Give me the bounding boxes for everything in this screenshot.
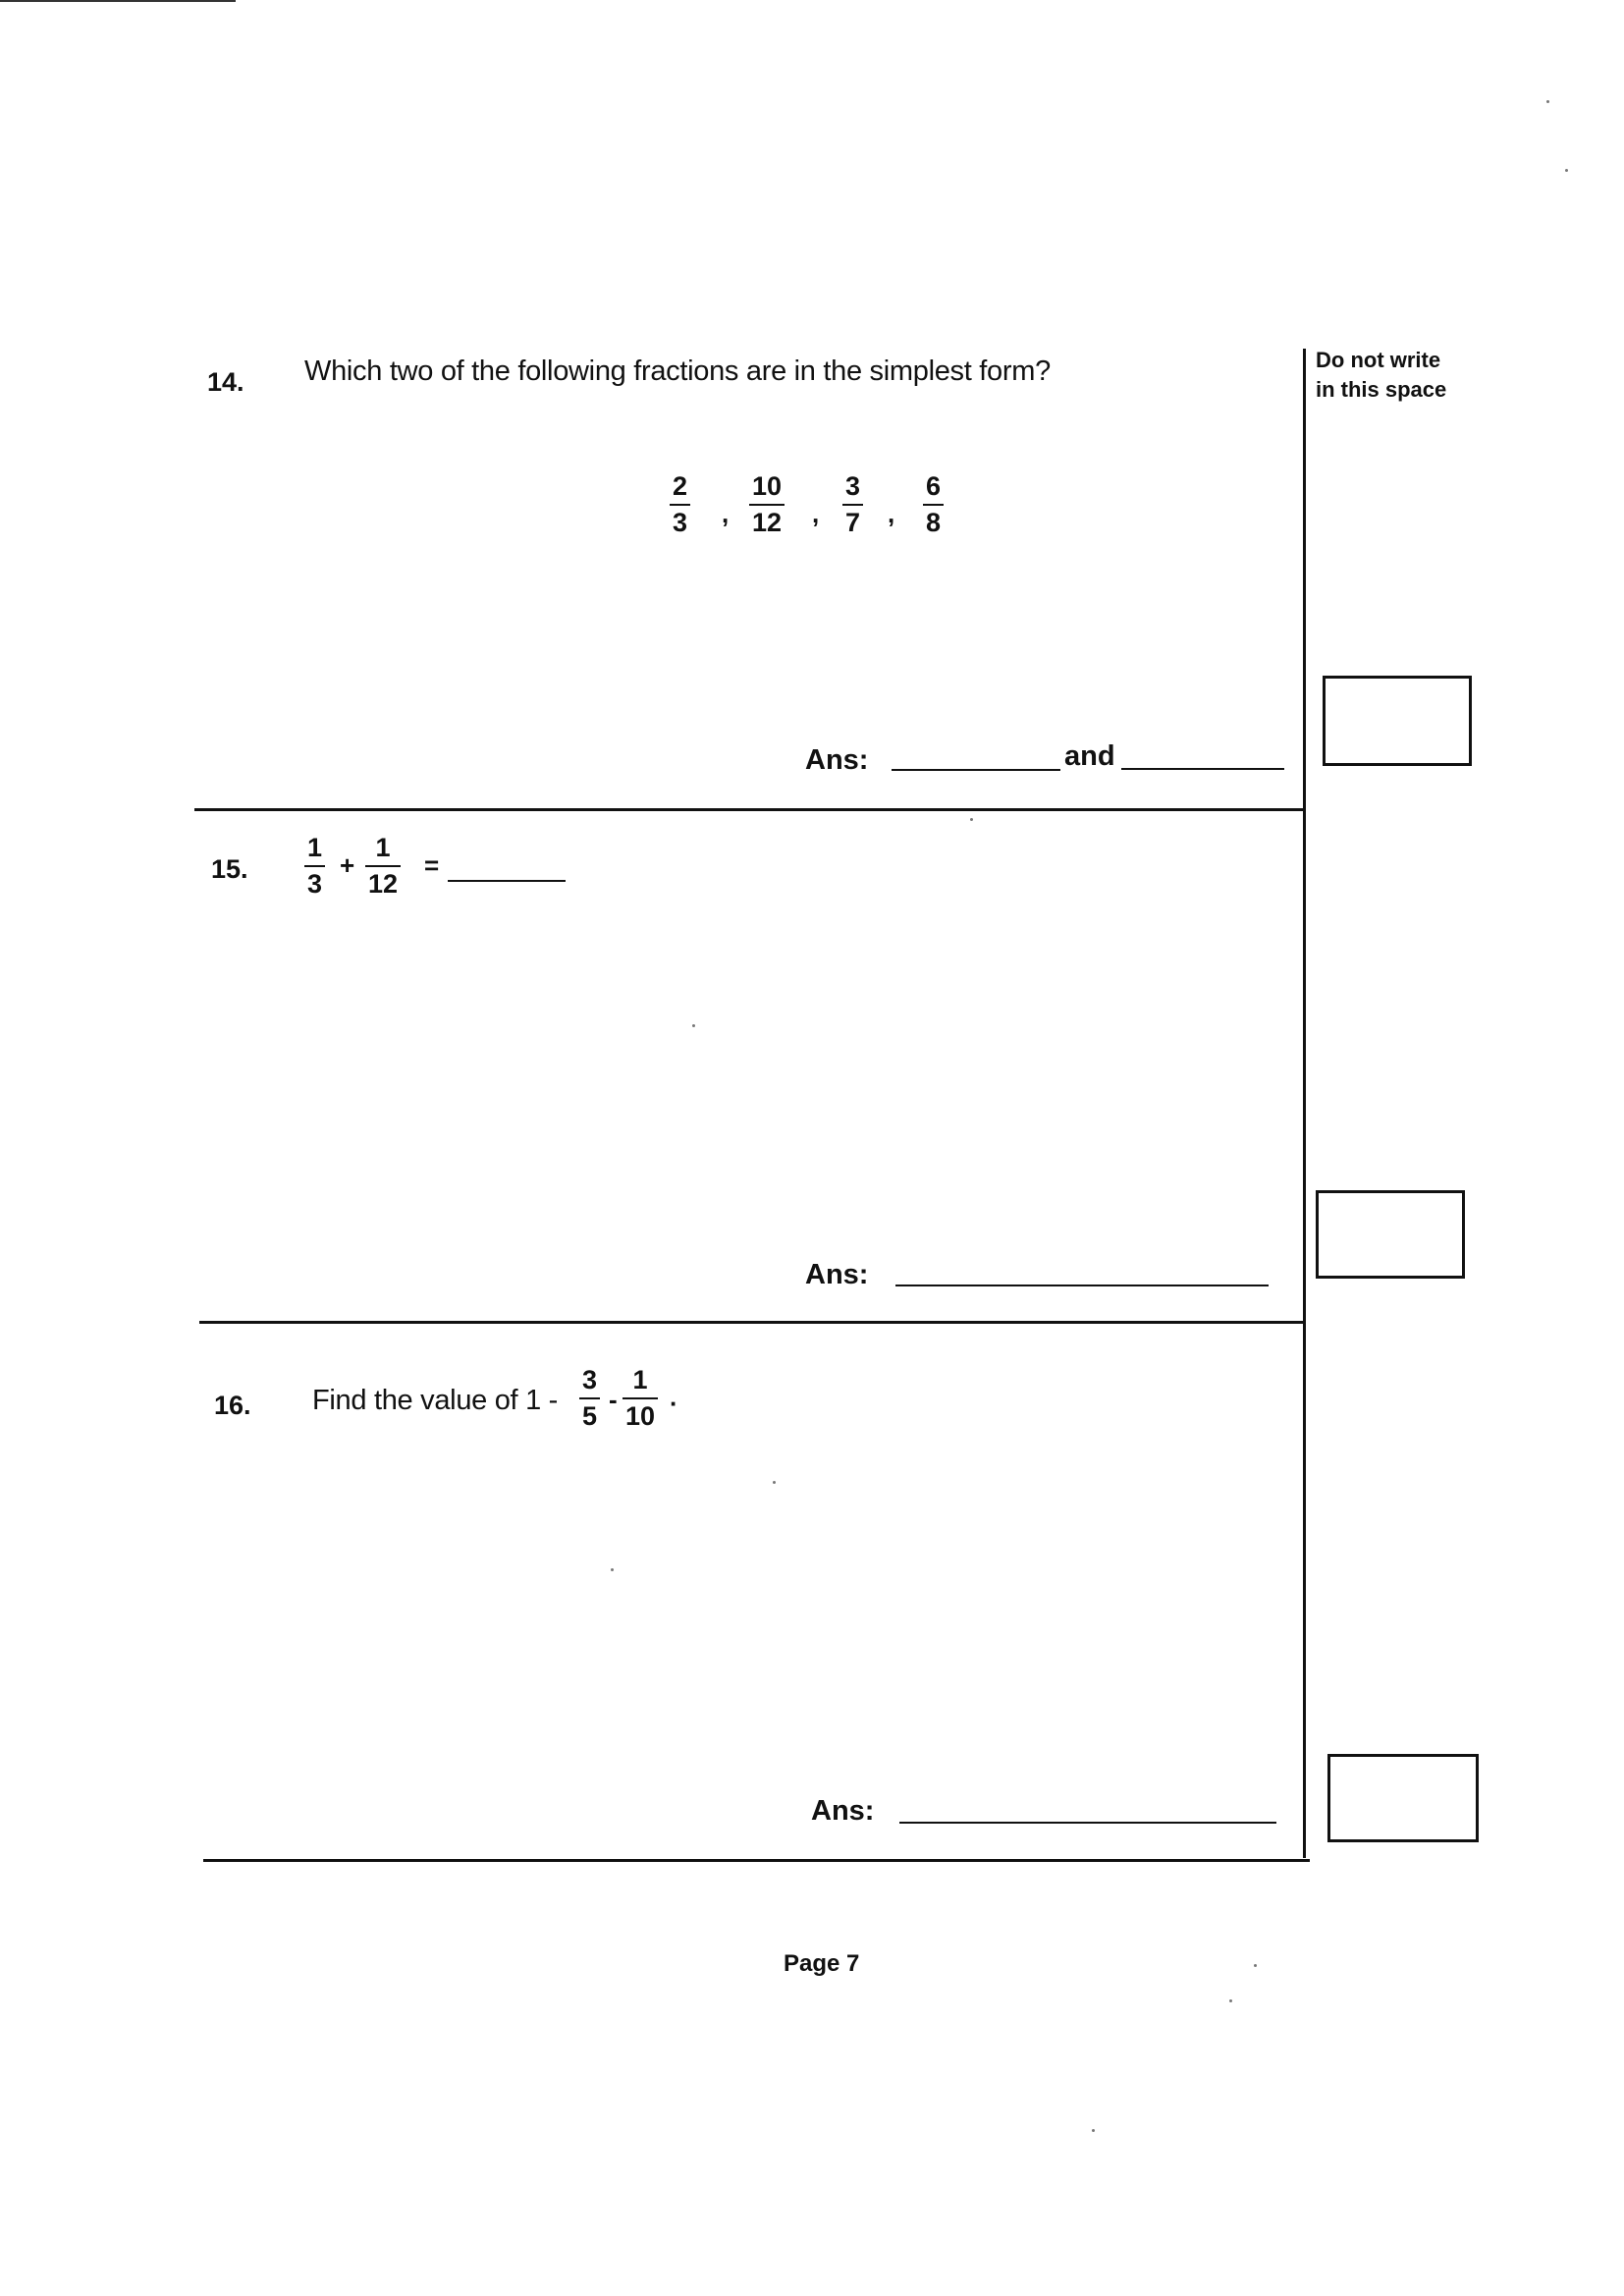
fraction-2-3 — [670, 473, 690, 536]
scan-speck — [1565, 169, 1568, 172]
fraction-denominator: 12 — [368, 869, 399, 899]
scan-speck — [970, 818, 973, 821]
question-15-inline-blank[interactable] — [448, 880, 566, 882]
question-14-answer-blank-1[interactable] — [892, 769, 1060, 771]
scan-speck — [611, 1568, 614, 1571]
fraction-6-8 — [923, 473, 944, 536]
question-16-text: Find the value of 1 - — [312, 1385, 559, 1416]
fraction-denominator: 8 — [926, 508, 942, 537]
scan-speck — [773, 1481, 776, 1484]
minus-sign: - — [609, 1385, 618, 1414]
question-divider-line — [203, 1859, 1310, 1862]
question-14-number: 14. — [207, 367, 244, 397]
fraction-numerator: 10 — [752, 471, 783, 501]
question-14-and-label: and — [1064, 740, 1115, 772]
plus-sign: + — [340, 850, 355, 880]
fraction-numerator: 6 — [926, 471, 942, 501]
question-15-number: 15. — [211, 854, 248, 884]
fraction-numerator: 3 — [845, 471, 861, 501]
question-14-mark-box[interactable] — [1323, 676, 1472, 766]
question-15-mark-box[interactable] — [1316, 1190, 1465, 1279]
fraction-separator: , — [722, 499, 730, 528]
scan-speck — [1546, 100, 1549, 103]
question-16-ans-label: Ans: — [811, 1795, 875, 1827]
equals-sign: = — [424, 850, 440, 880]
fraction-numerator: 1 — [307, 833, 323, 862]
fraction-denominator: 5 — [582, 1401, 598, 1431]
fraction-1-3 — [304, 835, 325, 898]
fraction-1-12 — [365, 835, 401, 898]
fraction-1-10 — [623, 1367, 658, 1430]
question-16-answer-blank[interactable] — [899, 1822, 1276, 1824]
fraction-denominator: 3 — [673, 508, 688, 537]
fraction-separator: , — [888, 499, 895, 528]
fraction-10-12 — [749, 473, 785, 536]
fraction-3-5 — [579, 1367, 600, 1430]
margin-note-line1: Do not write — [1316, 348, 1441, 372]
fraction-denominator: 10 — [625, 1401, 656, 1431]
scan-edge-line — [0, 0, 236, 2]
scan-speck — [1254, 1964, 1257, 1967]
scan-speck — [1229, 1999, 1232, 2002]
question-16-number: 16. — [214, 1391, 251, 1420]
fraction-denominator: 3 — [307, 869, 323, 899]
question-16-mark-box[interactable] — [1327, 1754, 1479, 1842]
end-mark: · — [670, 1389, 678, 1418]
question-14-answer-blank-2[interactable] — [1121, 768, 1284, 770]
margin-note-line2: in this space — [1316, 377, 1447, 402]
fraction-separator: , — [812, 499, 820, 528]
scan-speck — [1092, 2129, 1095, 2132]
fraction-numerator: 1 — [375, 833, 391, 862]
fraction-numerator: 1 — [632, 1365, 648, 1394]
fraction-numerator: 3 — [582, 1365, 598, 1394]
fraction-3-7 — [842, 473, 863, 536]
margin-divider-line — [1303, 349, 1306, 1858]
scan-speck — [692, 1024, 695, 1027]
question-14-ans-label: Ans: — [805, 744, 869, 776]
fraction-denominator: 12 — [752, 508, 783, 537]
fraction-denominator: 7 — [845, 508, 861, 537]
page-number: Page 7 — [784, 1950, 860, 1977]
question-15-answer-blank[interactable] — [895, 1285, 1269, 1286]
question-14-text: Which two of the following fractions are in the simplest form? — [304, 355, 1051, 387]
question-divider-line — [199, 1321, 1306, 1324]
question-divider-line — [194, 808, 1306, 811]
question-15-ans-label: Ans: — [805, 1259, 869, 1290]
margin-note — [1316, 346, 1446, 405]
fraction-numerator: 2 — [673, 471, 688, 501]
